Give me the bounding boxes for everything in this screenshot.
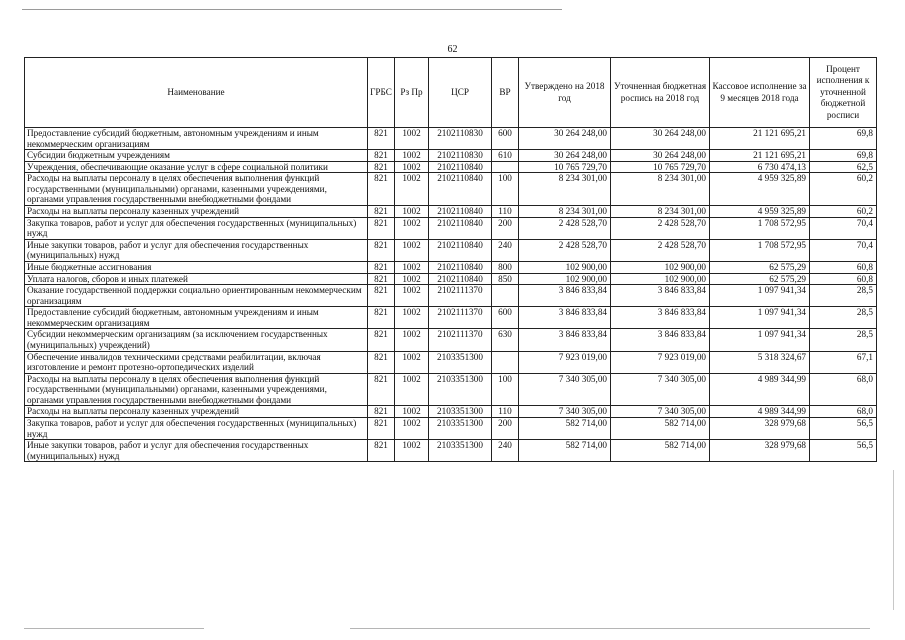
cell-grbs: 821: [368, 239, 395, 261]
cell-approved: 7 923 019,00: [519, 351, 611, 373]
cell-csr: 2102110840: [429, 206, 492, 218]
cell-percent: 56,5: [810, 418, 877, 440]
cell-approved: 3 846 833,84: [519, 307, 611, 329]
cell-vr: 630: [492, 329, 519, 351]
cell-csr: 2103351300: [429, 373, 492, 406]
cell-csr: 2102110840: [429, 261, 492, 273]
bottom-rule: [24, 628, 204, 629]
cell-name: Предоставление субсидий бюджетным, автономным учреждениям и иным некоммерческим организациям: [25, 307, 368, 329]
cell-revised: 30 264 248,00: [611, 150, 710, 162]
cell-rzpr: 1002: [395, 239, 429, 261]
cell-rzpr: 1002: [395, 273, 429, 285]
cell-csr: 2102110840: [429, 161, 492, 173]
cell-cash: 1 708 572,95: [710, 217, 810, 239]
cell-vr: [492, 161, 519, 173]
cell-name: Расходы на выплаты персоналу казенных учреждений: [25, 406, 368, 418]
cell-name: Иные бюджетные ассигнования: [25, 261, 368, 273]
cell-vr: 200: [492, 217, 519, 239]
table-row: [25, 373, 877, 406]
table-row: [25, 150, 877, 162]
table-row: [25, 239, 877, 261]
cell-percent: 67,1: [810, 351, 877, 373]
cell-csr: 2102111370: [429, 285, 492, 307]
cell-approved: 10 765 729,70: [519, 161, 611, 173]
table-row: [25, 128, 877, 150]
cell-vr: 100: [492, 173, 519, 206]
table-row: [25, 217, 877, 239]
cell-cash: 4 959 325,89: [710, 173, 810, 206]
cell-vr: 800: [492, 261, 519, 273]
cell-grbs: 821: [368, 150, 395, 162]
cell-cash: 62 575,29: [710, 273, 810, 285]
cell-csr: 2102110840: [429, 239, 492, 261]
cell-cash: 1 097 941,34: [710, 307, 810, 329]
cell-cash: 62 575,29: [710, 261, 810, 273]
table-row: [25, 329, 877, 351]
cell-grbs: 821: [368, 161, 395, 173]
cell-percent: 60,2: [810, 173, 877, 206]
cell-rzpr: 1002: [395, 351, 429, 373]
cell-rzpr: 1002: [395, 261, 429, 273]
cell-revised: 30 264 248,00: [611, 128, 710, 150]
cell-cash: 4 959 325,89: [710, 206, 810, 218]
table-row: [25, 273, 877, 285]
cell-cash: 21 121 695,21: [710, 150, 810, 162]
cell-grbs: 821: [368, 206, 395, 218]
cell-grbs: 821: [368, 173, 395, 206]
cell-approved: 2 428 528,70: [519, 239, 611, 261]
header-row: [25, 58, 877, 128]
cell-grbs: 821: [368, 307, 395, 329]
cell-cash: 1 708 572,95: [710, 239, 810, 261]
cell-percent: 60,2: [810, 206, 877, 218]
cell-revised: 582 714,00: [611, 440, 710, 462]
cell-percent: 68,0: [810, 406, 877, 418]
cell-revised: 3 846 833,84: [611, 285, 710, 307]
cell-name: Субсидии некоммерческим организациям (за исключением государственных (муниципальных) учреждений): [25, 329, 368, 351]
cell-vr: 240: [492, 440, 519, 462]
cell-grbs: 821: [368, 273, 395, 285]
cell-vr: 100: [492, 373, 519, 406]
header-grbs: ГРБС: [368, 58, 395, 128]
cell-percent: 56,5: [810, 440, 877, 462]
cell-revised: 8 234 301,00: [611, 173, 710, 206]
cell-vr: 110: [492, 206, 519, 218]
cell-vr: 600: [492, 307, 519, 329]
cell-csr: 2102110830: [429, 150, 492, 162]
cell-rzpr: 1002: [395, 373, 429, 406]
cell-revised: 3 846 833,84: [611, 329, 710, 351]
cell-approved: 582 714,00: [519, 440, 611, 462]
cell-revised: 582 714,00: [611, 418, 710, 440]
cell-cash: 21 121 695,21: [710, 128, 810, 150]
cell-approved: 2 428 528,70: [519, 217, 611, 239]
cell-approved: 102 900,00: [519, 273, 611, 285]
cell-revised: 3 846 833,84: [611, 307, 710, 329]
table-row: [25, 173, 877, 206]
cell-rzpr: 1002: [395, 285, 429, 307]
cell-rzpr: 1002: [395, 150, 429, 162]
cell-percent: 68,0: [810, 373, 877, 406]
cell-approved: 102 900,00: [519, 261, 611, 273]
cell-percent: 28,5: [810, 329, 877, 351]
cell-revised: 2 428 528,70: [611, 239, 710, 261]
cell-percent: 70,4: [810, 217, 877, 239]
header-revised: Уточненная бюджетная роспись на 2018 год: [611, 58, 710, 128]
cell-csr: 2102111370: [429, 329, 492, 351]
cell-grbs: 821: [368, 217, 395, 239]
cell-approved: 582 714,00: [519, 418, 611, 440]
cell-grbs: 821: [368, 261, 395, 273]
cell-grbs: 821: [368, 440, 395, 462]
header-approved: Утверждено на 2018 год: [519, 58, 611, 128]
cell-percent: 60,8: [810, 261, 877, 273]
cell-cash: 328 979,68: [710, 418, 810, 440]
cell-name: Закупка товаров, работ и услуг для обеспечения государственных (муниципальных) нужд: [25, 217, 368, 239]
cell-approved: 3 846 833,84: [519, 285, 611, 307]
cell-cash: 1 097 941,34: [710, 329, 810, 351]
cell-csr: 2102110840: [429, 273, 492, 285]
header-percent: Процент исполнения к уточненной бюджетной росписи: [810, 58, 877, 128]
header-cash: Кассовое исполнение за 9 месяцев 2018 года: [710, 58, 810, 128]
table-row: [25, 206, 877, 218]
cell-vr: 600: [492, 128, 519, 150]
cell-vr: [492, 351, 519, 373]
cell-revised: 7 340 305,00: [611, 373, 710, 406]
cell-csr: 2103351300: [429, 406, 492, 418]
table-row: [25, 261, 877, 273]
cell-csr: 2102110840: [429, 217, 492, 239]
cell-revised: 7 923 019,00: [611, 351, 710, 373]
cell-cash: 4 989 344,99: [710, 406, 810, 418]
scan-edge-mark: [893, 470, 894, 610]
cell-approved: 30 264 248,00: [519, 150, 611, 162]
cell-revised: 102 900,00: [611, 261, 710, 273]
cell-name: Расходы на выплаты персоналу казенных учреждений: [25, 206, 368, 218]
cell-percent: 28,5: [810, 285, 877, 307]
cell-approved: 8 234 301,00: [519, 173, 611, 206]
header-csr: ЦСР: [429, 58, 492, 128]
cell-name: Уплата налогов, сборов и иных платежей: [25, 273, 368, 285]
table-row: [25, 161, 877, 173]
cell-revised: 7 340 305,00: [611, 406, 710, 418]
cell-csr: 2102110840: [429, 173, 492, 206]
cell-rzpr: 1002: [395, 206, 429, 218]
table-row: [25, 307, 877, 329]
cell-vr: 200: [492, 418, 519, 440]
cell-rzpr: 1002: [395, 161, 429, 173]
cell-vr: 610: [492, 150, 519, 162]
cell-name: Иные закупки товаров, работ и услуг для обеспечения государственных (муниципальных) нужд: [25, 440, 368, 462]
cell-grbs: 821: [368, 128, 395, 150]
cell-percent: 60,8: [810, 273, 877, 285]
cell-percent: 62,5: [810, 161, 877, 173]
cell-name: Субсидии бюджетным учреждениям: [25, 150, 368, 162]
bottom-rule: [350, 628, 870, 629]
header-vr: ВР: [492, 58, 519, 128]
cell-vr: 850: [492, 273, 519, 285]
cell-approved: 8 234 301,00: [519, 206, 611, 218]
cell-rzpr: 1002: [395, 406, 429, 418]
table-row: [25, 418, 877, 440]
cell-name: Предоставление субсидий бюджетным, автономным учреждениям и иным некоммерческим организациям: [25, 128, 368, 150]
cell-approved: 30 264 248,00: [519, 128, 611, 150]
cell-rzpr: 1002: [395, 217, 429, 239]
cell-revised: 2 428 528,70: [611, 217, 710, 239]
cell-percent: 69,8: [810, 150, 877, 162]
cell-revised: 10 765 729,70: [611, 161, 710, 173]
cell-csr: 2102110830: [429, 128, 492, 150]
cell-percent: 70,4: [810, 239, 877, 261]
cell-name: Расходы на выплаты персоналу в целях обеспечения выполнения функций государственными (муниципальными) органами, казенными учреждениями, органами управления государственными внебюджетными фондами: [25, 173, 368, 206]
cell-rzpr: 1002: [395, 173, 429, 206]
cell-rzpr: 1002: [395, 307, 429, 329]
cell-revised: 8 234 301,00: [611, 206, 710, 218]
table-row: [25, 351, 877, 373]
cell-cash: 4 989 344,99: [710, 373, 810, 406]
cell-grbs: 821: [368, 285, 395, 307]
cell-grbs: 821: [368, 329, 395, 351]
budget-table: [24, 57, 877, 462]
cell-name: Расходы на выплаты персоналу в целях обеспечения выполнения функций государственными (муниципальными) органами, казенными учреждениями, органами управления государственными внебюджетными фондами: [25, 373, 368, 406]
header-rzpr: Рз Пр: [395, 58, 429, 128]
cell-rzpr: 1002: [395, 440, 429, 462]
page-number: 62: [447, 44, 458, 55]
cell-grbs: 821: [368, 373, 395, 406]
cell-cash: 328 979,68: [710, 440, 810, 462]
table-row: [25, 285, 877, 307]
cell-rzpr: 1002: [395, 418, 429, 440]
cell-name: Обеспечение инвалидов техническими средствами реабилитации, включая изготовление и ремонт протезно-ортопедических изделий: [25, 351, 368, 373]
cell-grbs: 821: [368, 418, 395, 440]
cell-csr: 2103351300: [429, 351, 492, 373]
cell-csr: 2103351300: [429, 418, 492, 440]
table-row: [25, 440, 877, 462]
cell-csr: 2103351300: [429, 440, 492, 462]
cell-name: Оказание государственной поддержки социально ориентированным некоммерческим организациям: [25, 285, 368, 307]
cell-rzpr: 1002: [395, 128, 429, 150]
cell-vr: [492, 285, 519, 307]
header-name: Наименование: [25, 58, 368, 128]
table-row: [25, 406, 877, 418]
cell-cash: 6 730 474,13: [710, 161, 810, 173]
cell-csr: 2102111370: [429, 307, 492, 329]
cell-grbs: 821: [368, 351, 395, 373]
cell-name: Учреждения, обеспечивающие оказание услуг в сфере социальной политики: [25, 161, 368, 173]
cell-rzpr: 1002: [395, 329, 429, 351]
top-rule: [22, 9, 562, 10]
cell-approved: 7 340 305,00: [519, 406, 611, 418]
cell-revised: 102 900,00: [611, 273, 710, 285]
cell-vr: 110: [492, 406, 519, 418]
cell-percent: 69,8: [810, 128, 877, 150]
cell-cash: 5 318 324,67: [710, 351, 810, 373]
cell-grbs: 821: [368, 406, 395, 418]
cell-cash: 1 097 941,34: [710, 285, 810, 307]
cell-approved: 3 846 833,84: [519, 329, 611, 351]
cell-vr: 240: [492, 239, 519, 261]
cell-name: Иные закупки товаров, работ и услуг для обеспечения государственных (муниципальных) нужд: [25, 239, 368, 261]
cell-name: Закупка товаров, работ и услуг для обеспечения государственных (муниципальных) нужд: [25, 418, 368, 440]
cell-percent: 28,5: [810, 307, 877, 329]
cell-approved: 7 340 305,00: [519, 373, 611, 406]
